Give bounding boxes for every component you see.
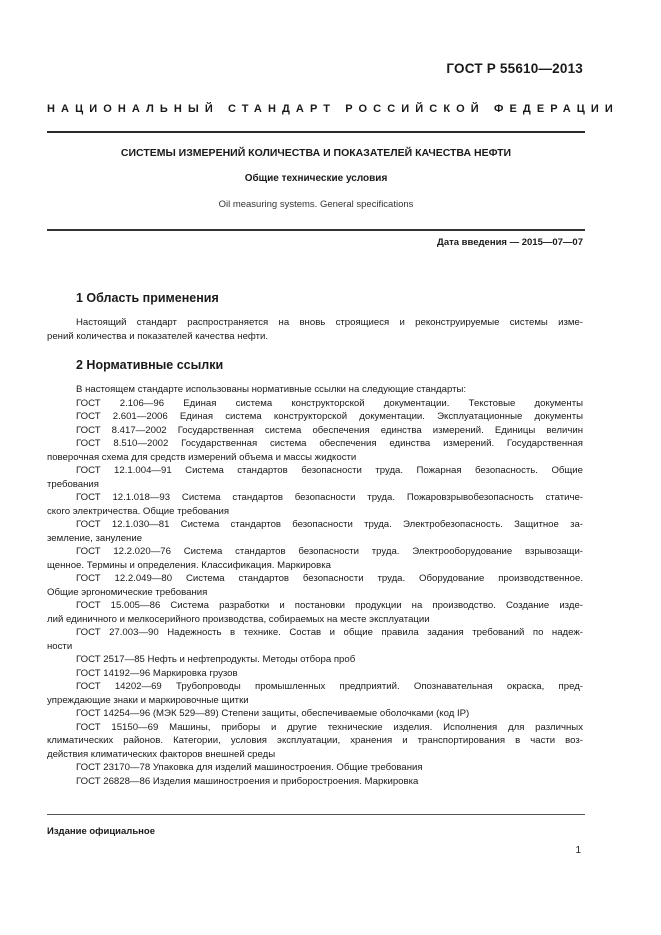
reference-line: ГОСТ 2517—85 Нефть и нефтепродукты. Методы отбора проб: [76, 654, 356, 665]
section-2-body: [47, 383, 583, 788]
reference-line: земление, зануление: [47, 532, 143, 544]
title-divider: [47, 229, 585, 231]
reference-line: ГОСТ 27.003—90 Надежность в технике. Состав и общие правила задания требований по надеж-: [76, 627, 583, 638]
section-1-body: [47, 316, 583, 343]
reference-line: ГОСТ 26828—86 Изделия машиностроения и приборостроения. Маркировка: [76, 775, 419, 787]
reference-line: ГОСТ 14254—96 (МЭК 529—89) Степени защиты, обеспечиваемые оболочками (код IP): [76, 708, 470, 719]
reference-line: ГОСТ 15.005—86 Система разработки и постановки продукции на производство. Создание изде-: [76, 600, 583, 611]
reference-line: климатических районов. Категории, условия эксплуатации, хранения и транспортирования в части воз-: [47, 735, 583, 746]
reference-line: ГОСТ 12.2.020—76 Система стандартов безопасности труда. Электрооборудование взрывозащи-: [76, 546, 583, 557]
header-divider: [47, 131, 585, 133]
reference-line: ского электричества. Общие требования: [47, 505, 230, 517]
reference-line: упреждающие знаки и маркировочные щитки: [47, 694, 249, 706]
reference-line: поверочная схема для средств измерений объема и массы жидкости: [47, 451, 357, 463]
reference-line: ГОСТ 2.106—96 Единая система конструкторской документации. Текстовые документы: [76, 397, 583, 409]
reference-line: ности: [47, 640, 73, 652]
reference-line: лий единичного и мелкосерийного производства, собираемых на месте эксплуатации: [47, 613, 430, 625]
national-standard-heading: НАЦИОНАЛЬНЫЙ СТАНДАРТ РОССИЙСКОЙ ФЕДЕРАЦИИ: [47, 103, 619, 115]
reference-line: ГОСТ 2.601—2006 Единая система конструкторской документации. Эксплуатационные документы: [76, 411, 583, 422]
reference-line: ГОСТ 23170—78 Упаковка для изделий машиностроения. Общие требования: [76, 762, 423, 773]
reference-line: действия климатических факторов внешней среды: [47, 748, 276, 760]
reference-line: ГОСТ 8.417—2002 Государственная система обеспечения единства измерений. Единицы величин: [76, 424, 583, 436]
reference-line: ГОСТ 12.1.030—81 Система стандартов безопасности труда. Электробезопасность. Защитное за-: [76, 519, 583, 530]
reference-line: ГОСТ 8.510—2002 Государственная система обеспечения единства измерений. Государственная: [76, 438, 583, 449]
effective-date: Дата введения — 2015—07—07: [437, 237, 583, 248]
document-title: СИСТЕМЫ ИЗМЕРЕНИЙ КОЛИЧЕСТВА И ПОКАЗАТЕЛЕЙ КАЧЕСТВА НЕФТИ: [120, 147, 512, 159]
section-2-heading: 2 Нормативные ссылки: [76, 358, 224, 372]
reference-line: щенное. Термины и определения. Классификация. Маркировка: [47, 559, 331, 571]
page-number: 1: [575, 845, 581, 856]
text-line: Настоящий стандарт распространяется на вновь строящиеся и реконструируемые системы изме-: [76, 317, 583, 328]
document-subtitle: Общие технические условия: [244, 173, 388, 184]
reference-line: ГОСТ 12.1.004—91 Система стандартов безопасности труда. Пожарная безопасность. Общие: [76, 465, 583, 476]
reference-line: ГОСТ 14192—96 Маркировка грузов: [76, 667, 238, 679]
text-line: В настоящем стандарте использованы нормативные ссылки на следующие стандарты:: [76, 384, 467, 395]
reference-line: ГОСТ 14202—69 Трубопроводы промышленных предприятий. Опознавательная окраска, пред-: [76, 681, 583, 692]
official-edition-label: Издание официальное: [47, 826, 155, 837]
text-line: рений количества и показателей качества нефти.: [47, 330, 269, 342]
reference-line: ГОСТ 12.2.049—80 Система стандартов безопасности труда. Оборудование производственное.: [76, 573, 583, 584]
english-title: Oil measuring systems. General specifications: [218, 199, 414, 210]
reference-line: требования: [47, 478, 99, 490]
reference-line: ГОСТ 15150—69 Машины, приборы и другие технические изделия. Исполнения для различных: [76, 721, 583, 733]
footer-divider: [47, 814, 585, 815]
reference-line: Общие эргономические требования: [47, 586, 208, 598]
standard-code: ГОСТ Р 55610—2013: [446, 61, 583, 76]
reference-line: ГОСТ 12.1.018—93 Система стандартов безопасности труда. Пожаровзрывобезопасность статиче-: [76, 492, 583, 503]
section-1-heading: 1 Область применения: [76, 291, 219, 305]
